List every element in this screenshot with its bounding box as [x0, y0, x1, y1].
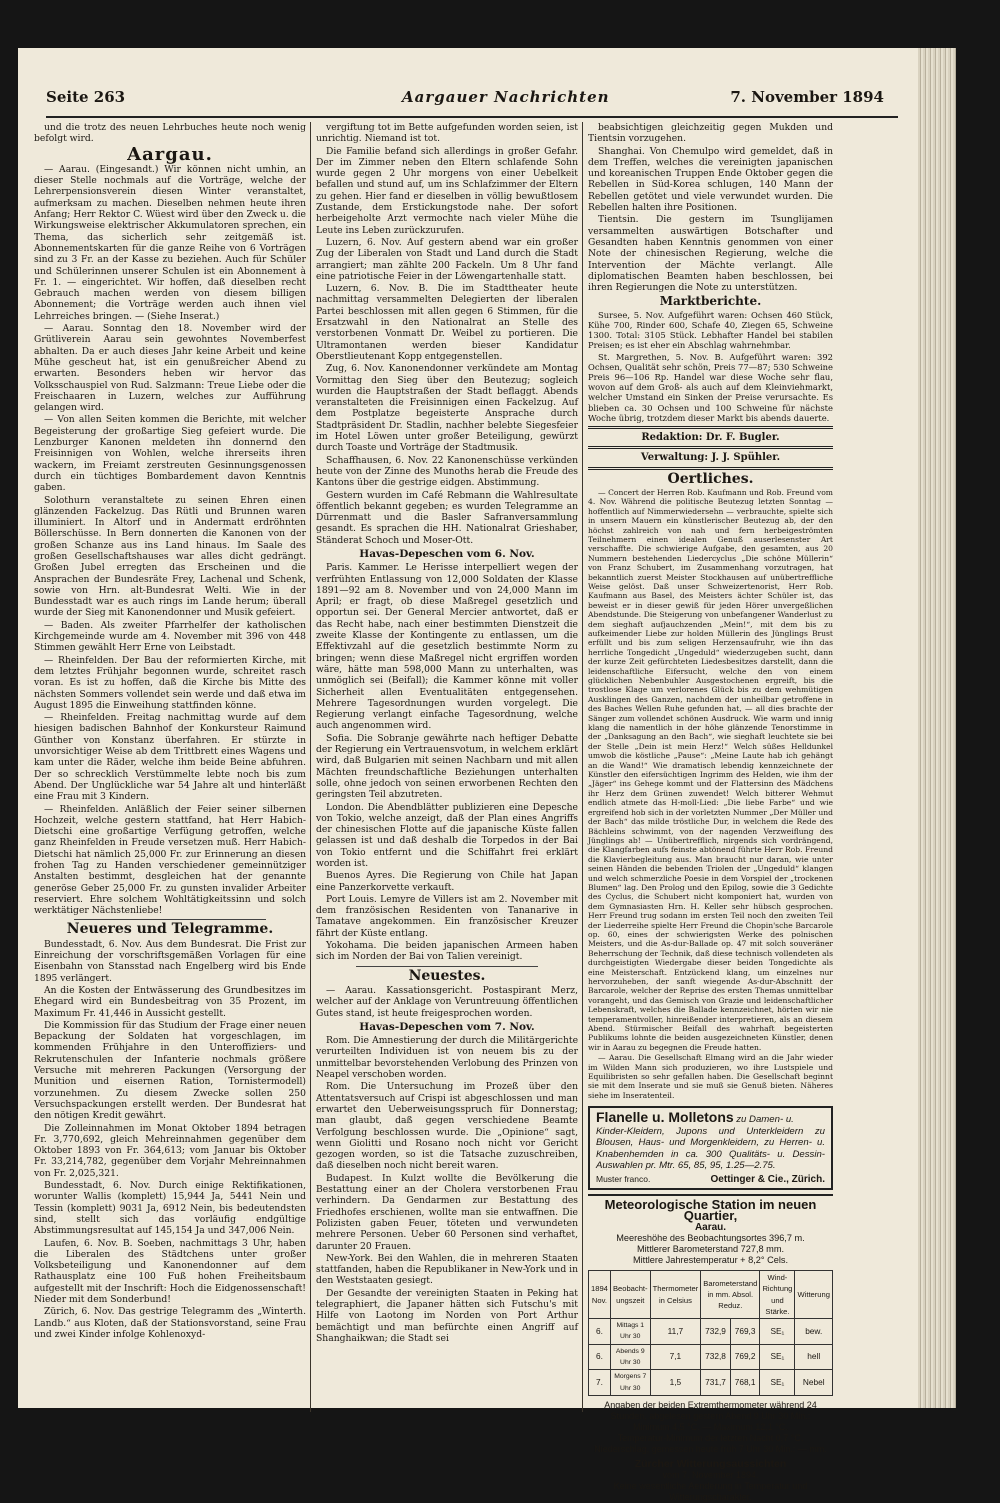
article-text: — Aarau. Sonntag den 18. November wird der Grütliverein Aarau sein gewohntes Novemberfest abhalten. Da er auch dieses Jahr keine Arbeit und keine Mühe gescheut hat, ist ein genußreicher Abend zu erwarten. Besonders heben wir hervor das Volksschauspiel von Rud. Salzmann: Treue Liebe oder die Freischaaren in Luzern, welches zur Aufführung gelangen wird. — [34, 323, 306, 414]
header-rule — [46, 116, 898, 118]
page-number: Seite 263 — [46, 88, 126, 106]
weather-table-header: Witterung — [795, 1270, 833, 1318]
weather-note: Minimum 4,5 °C. — Maximum 12,1 °C. — [633, 1421, 788, 1432]
separator — [588, 426, 833, 429]
article-text: Gestern wurden im Café Rebmann die Wahlresultate öffentlich bekannt gegeben; es wurden Telegramme an Dürrenmatt und die Basler Safranversammlung gesandt. Es sprachen die HH. Nationalrat Grieshaber, Ständerat Schoch und Moser-Ott. — [316, 489, 578, 546]
article-text: Port Louis. Lemyre de Villers ist am 2. November mit dem französischen Residenten von Tananarive in Tamatave angekommen. Ein französischer Kreuzer fährt der Küste entlang. — [316, 893, 578, 939]
forecast-date: vom 7. November 1894. — [662, 1470, 759, 1481]
article-text: Solothurn veranstaltete zu seinen Ehren einen glänzenden Fackelzug. Das Rütli und Brunnen waren illuminiert. In Altorf und in Andermatt erdröhnten Böllerschüsse. In Bern donnerten die Kanonen von der großen Schanze aus ins Land hinaus. Im Saale des großen Gesellschaftshauses war alles dicht gedrängt. Großen Jubel erregten das Erscheinen und die Ansprachen der Bundesräte Frey, Lachenal und Schenk, sowie von Hrn. alt-Bundesrat Welti. Wie in der Bundesstadt war es auch rings im Lande herum; überall wurde der Sieg mit Kanonendonner und Musik gefeiert. — [34, 494, 306, 619]
article-text: Luzern, 6. Nov. Auf gestern abend war ein großer Zug der Liberalen von Stadt und Land durch die Stadt arrangiert; man zählte 200 Fackeln. Um 8 Uhr fand eine patriotische Feier in der Löwengartenhalle statt. — [316, 236, 578, 282]
table-cell: 732,8 — [701, 1344, 731, 1370]
column-rule — [310, 122, 311, 1412]
table-cell: SE₁ — [760, 1319, 795, 1345]
article-text: Tientsin. Die gestern im Tsunglijamen versammelten auswärtigen Botschafter und Gesandten haben Kenntnis genommen von einer Note der chinesischen Regierung, welche die Intervention der Mächte verlangt. Alle diplomatischen Beamten haben beschlossen, bei ihren Regierungen die Note zu unterstützen. — [588, 214, 833, 294]
article-text: Schaffhausen, 6. Nov. 22 Kanonenschüsse verkünden heute von der Zinne des Munoths herab die Freude des Kantons über die gestrige eidgen. Abstimmung. — [316, 454, 578, 489]
article-text: Paris. Kammer. Le Herisse interpelliert wegen der verfrühten Entlassung von 12,000 Soldaten der Klasse 1891—92 am 8. November und von 24,000 Mann im April; er fragt, ob diese Maßregel gesetzlich und opportun sei. Der General Mercier antwortet, daß er das Recht habe, nach einer bestimmten Dienstzeit die zweite Klasse der Kontingente zu entlassen, um die Effektivzahl auf die gesetzlich bestimmte Norm zu bringen; wenn diese Maßregel nicht ergriffen worden wäre, hätte man 598,000 Mann zu unterhalten, was unmöglich sei (Beifall); die Kammer könne mit voller Sicherheit allen Eventualitäten entgegensehen. Mehrere Tagesordnungen wurden vorgelegt. Die Regierung verlangt einfache Tagesordnung, welche auch angenommen wird. — [316, 562, 578, 732]
article-text: New-York. Bei den Wahlen, die in mehreren Staaten stattfanden, haben die Republikaner in New-York und in den Weststaaten gesiegt. — [316, 1252, 578, 1287]
table-cell: 769,2 — [730, 1344, 760, 1370]
section-heading: Neuestes. — [408, 967, 486, 984]
page-stack-edge — [918, 48, 956, 1408]
ad-title-suffix: zu Damen- u. — [736, 1114, 794, 1126]
table-cell: hell — [795, 1344, 833, 1370]
article-text: — Von allen Seiten kommen die Berichte, mit welcher Begeisterung der großartige Sieg gefeiert wurde. Die Lenzburger Kanonen meldeten ihn donnernd den Freisinnigen von Wohlen, welche ihrerseits ihren wackern, im Freiamt zerstreuten Gesinnungsgenossen durch ein tüchtiges Bombardement davon Kenntnis gaben. — [34, 414, 306, 494]
table-cell: 6. — [589, 1344, 611, 1370]
forecast-text: Keine wesentliche Aenderung in Temperatur und Witterungscharakter. — [613, 1481, 808, 1503]
forecast-title: Zürcher Witterungsaussichten — [634, 1457, 787, 1470]
article-text: Rom. Die Untersuchung im Prozeß über den Attentatsversuch auf Crispi ist abgeschlossen und man erwartet den Ueberweisungsspruch für Donnerstag; man glaubt, daß gegen verschiedene Beamte Verfolgung beschlossen wurde. Die „Opinione“ sagt, wenn Giolitti und Rosano noch nicht vor Gericht gezogen worden, so ist die Tatsache zuzuschreiben, daß dieselben noch nicht bereit waren. — [316, 1081, 578, 1172]
weather-note: Angaben der beiden Extremthermometer während 24 Stunden, abgelesen gestern Abend 9 Uhr 30 Min.: — [604, 1399, 817, 1421]
page-header — [32, 88, 914, 114]
article-text: Bundesstadt, 6. Nov. Aus dem Bundesrat. Die Frist zur Einreichung der vorschriftsgemäßen Vorlagen für eine Eisenbahn von Stansstad nach Engelberg wird bis Ende 1895 verlängert. — [34, 938, 306, 984]
article-text: — Aarau. Die Gesellschaft Elmang wird an die Jahr wieder im Wilden Mann sich produzieren, wo ihre Lustspiele und Equilibristen so sehr gefallen haben. Die Gesellschaft beginnt sie mit dem Inserate und sie muß sie Genuß bieten. Näheres siehe im Inseratenteil. — [588, 1053, 833, 1100]
article-text: Die Familie befand sich allerdings in großer Gefahr. Der im Zimmer neben den Eltern schlafende Sohn wurde gegen 2 Uhr morgens von einer Uebelkeit befallen und stund auf, um ins Schlafzimmer der Eltern zu gehen. Hier fand er dieselben in völlig bewußtlosem Zustande, dem Erstickungstode nahe. Der sofort herbeigeholte Arzt vermochte nach vieler Mühe die Leute ins Leben zurückzurufen. — [316, 145, 578, 236]
table-cell: 731,7 — [701, 1370, 731, 1396]
weather-city: Aarau. — [694, 1221, 727, 1233]
article-text: beabsichtigen gleichzeitig gegen Mukden und Tientsin vorzugehen. — [588, 122, 833, 145]
table-cell: 769,3 — [730, 1319, 760, 1345]
ad-footer — [596, 1174, 825, 1185]
article-text: vergiftung tot im Bette aufgefunden worden seien, ist unrichtig. Niemand ist tot. — [316, 122, 578, 145]
article-text: Luzern, 6. Nov. B. Die im Stadttheater heute nachmittag versammelten Delegierten der liberalen Partei beschlossen mit allen gegen 6 Stimmen, für die Ersatzwahl in den Nationalrat an Stelle des verstorbenen Vonmatt Dr. Weibel zu portieren. Die Ultramontanen werden bieser Kandidatur Oberstlieutenant Kopp entgegenstellen. — [316, 283, 578, 362]
table-cell: 7,1 — [650, 1344, 701, 1370]
article-text: — Aarau. Kassationsgericht. Postaspirant Merz, welcher auf der Anklage von Veruntreuung öffentlichen Gutes stand, ist heute freigesprochen worden. — [316, 984, 578, 1019]
table-cell: 11,7 — [650, 1319, 701, 1345]
article-text: Die Kommission für das Studium der Frage einer neuen Bepackung der Soldaten hat vorgeschlagen, im kommenden Frühjahre in den Unteroffiziers- und Rekrutenschulen der Infanterie nochmals größere Versuche mit mehreren Packungen (Versorgung der Munition und eisernen Ration, Tornistermodell) vorzunehmen. Zu diesem Zwecke sollen 250 Versuchspackungen erstellt werden. Der Bundesrat hat den nötigen Kredit gewährt. — [34, 1019, 306, 1122]
table-row — [589, 1344, 833, 1370]
weather-table-header: 1894 Nov. — [589, 1270, 611, 1318]
article-text: und die trotz des neuen Lehrbuches heute noch wenig befolgt wird. — [34, 122, 306, 145]
article-text: Zürich, 6. Nov. Das gestrige Telegramm des „Winterth. Landb.“ aus Kloten, daß der Stationsvorstand, seine Frau und zwei Kinder infolge Kohlenoxyd- — [34, 1306, 306, 1340]
table-cell: Abends 9 Uhr 30 — [610, 1344, 650, 1370]
article-text: Rom. Die Amnestierung der durch die Militärgerichte verurteilten Individuen ist von neuem bis zu der unmittelbar bevorstehenden Verlobung des Prinzen von Neapel verschoben worden. — [316, 1035, 578, 1081]
ad-title: Flanelle u. Molletons — [596, 1109, 734, 1126]
weather-table-header: Beobacht-ungszeit — [610, 1270, 650, 1318]
column-rule — [582, 122, 583, 1412]
article-text: Shanghai. Von Chemulpo wird gemeldet, daß in dem Treffen, welches die vereinigten japanischen und koreanischen Truppen Ende Oktober gegen die Rebellen in Süd-Korea schlugen, 140 Mann der Rebellen getötet und viele verwundet wurden. Die Rebellen halten ihre Positionen. — [588, 145, 833, 214]
article-text: — Rheinfelden. Freitag nachmittag wurde auf dem hiesigen badischen Bahnhof der Konkursteur Raimund Günther von Konstanz überfahren. Er stürzte in unvorsichtiger Weise ab dem Trittbrett eines Wagens und kam unter die Räder, welche ihm beide Beine abfuhren. Der so schrecklich Verstümmelte lebte noch bis zum Abend. Der Unglückliche war 54 Jahre alt und hinterläßt eine Frau mit 3 Kindern. — [34, 712, 306, 803]
article-text: — Baden. Als zweiter Pfarrhelfer der katholischen Kirchgemeinde wurde am 4. November mit 396 von 448 Stimmen gewählt Herr Erne von Leibstadt. — [34, 619, 306, 654]
table-cell: 768,1 — [730, 1370, 760, 1396]
section-heading: Neueres und Telegramme. — [66, 921, 274, 938]
article-text: Zug, 6. Nov. Kanonendonner verkündete am Montag Vormittag den Sieg über den Beutezug; sogleich wurden die Hauptstraßen der Stadt beflaggt. Abends veranstalteten die Freisinnigen einen Fackelzug. Auf dem Postplatze begeisterte Ansprache durch Stadtpräsident Dr. Stadlin, nachher belebte Siegesfeier im Hotel Löwen unter großer Beteiligung, gewürzt durch Toaste und Vorträge der Stadtmusik. — [316, 363, 578, 454]
table-cell: SE₁ — [760, 1370, 795, 1396]
article-text: Buenos Ayres. Die Regierung von Chile hat Japan eine Panzerkorvette verkauft. — [316, 870, 578, 893]
editor-credit: Redaktion: Dr. F. Bugler. — [641, 431, 780, 443]
article-text: — Concert der Herren Rob. Kaufmann und Rob. Freund vom 4. Nov. Während die politische Beutezug letzten Sonntag — hoffentlich auf Nimmerwiedersehn — verbrauchte, spielte sich in unsern Mauern ein künstlerischer Beutezug ab, der den höchst zahlreich von nah und fern herbeigeströmten Teilnehmern einen idealen Genuß auserlesenster Art verschaffte. Die schwierige Aufgabe, den gesamten, aus 20 Nummern bestehenden Liedercyclus „Die schöne Müllerin“ von Franz Schubert, im Zusammenhang vorzutragen, hat bekanntlich zuerst Meister Stockhausen auf unübertreffliche Weise gelöst. Daß unser Schweizertenorist, Herr Rob. Kaufmann aus Basel, des Meisters ächter Schüler ist, das beweist er in dieser gewiß für jeden Hörer unvergeßlichen Abendstunde. Die Steigerung von unbefangener Wanderlust zu dem sieghaft aufjauchzenden „Mein!“, mit dem bis zu aufkeimender Liebe zur holden Müllerin des Jünglings Brust erfüllt und bis zum seligen Herzensaufruhr, wie ihn das herrliche Tongedicht „Ungeduld“ wiederzugeben sucht, dann der kurze Zeit gefürchteten Liedesbesitzes darstellt, dann die leidenschaftliche Eifersucht, welche den von einem glücklichen Nebenbuhler Ausgestochenen ergreift, bis die trostlose Klage um verlorenes Glück bis zu dem wehmütigen Ausklingen des Ganzen, nachdem der unheilbar getroffene in des Baches Wellen Ruhe gefunden hat, — all dies brachte der Sänger zum vollendet schönen Ausdruck. Wie warm und innig klang die namentlich in der höhe glänzende Tenorstimme in der „Danksagung an den Bach“, wie sieghaft leuchtete sie bei der Stelle „Dein ist mein Herz!“ Welch süßes Helldunkel umwob die köstliche „Pause“: „Meine Laute hab ich gehängt an die Wand!“ Wie dramatisch lebendig kennzeichnete der Künstler den eifersüchtigen Ingrimm des Helden, wie ihm der „Jäger“ ins Gehege kommt und der Flattersinn des Mädchens ihr Herz dem Grünen zuwendet! Welch bitterer Wehmut endlich atmete das H-moll-Lied: „Die liebe Farbe“ und wie ergreifend hob sich in der vorletzten Nummer „Der Müller und der Bach“ das milde tröstliche Dur, in welchem die Rede des Bächleins schwimmt, von der nagenden Verzweiflung des Jünglings ab! — Unübertrefflich, nirgends sich vordrängend, die Klangfarben aufs feinste abtönend führte Herr Rob. Freund die Klavierbegleitung aus. Man braucht nur daran, wie unter seinen Händen die bebenden Triolen der „Ungeduld“ klangen und welch schmerzliche Poesie in dem Vorspiel der „trockenen Blumen“ lag. Den Prolog und den Epilog, sowie die 3 Gedichte des Cyclus, die Schubert nicht komponiert hat, wurden von dem Gymnasiasten Hrn. H. Keller sehr hübsch gesprochen. Herr Freund trug sodann im ersten Teil noch den zweiten Teil der Liederreihe spielte Herr Freund die Chopin'sche Barcarole op. 60, eines der schwierigsten Werke des polnischen Meisters, und die As-dur-Ballade op. 47 mit solch souveräner Beherrschung der Technik, daß diese technisch vollendeten als durchgeistigten Wiedergabe dieser beiden Tongedichte als eine Meisterschaft. Entzückend klang, um einzelnes nur hervorzuheben, der sanft wiegende As-dur-Abschnitt der Barcarole, welcher der Reprise des ersten Themas unmittelbar vorangeht, und das Gemisch von Grazie und leidenschaftlicher Lebenskraft, welches die Ballade kennzeichnet, hörten wir nie temperamentvoller, hinreißender interpretieren, als an diesem Abend. Stürmischer Beifall des wahrhaft begeisterten Publikums lohnte die beiden ausgezeichneten Künstler, denen wir in Aarau zu begegnen die Freude hatten. — [588, 487, 833, 1052]
article-text: — Aarau. (Eingesandt.) Wir können nicht umhin, an dieser Stelle nochmals auf die Vorträge, welche der Lehrerpensionsverein diesen Winter veranstaltet, aufmerksam zu machen. Dieselben nehmen heute ihren Anfang; Herr Rektor C. Wüest wird über den Zweck u. die Wirkungsweise elektrischer Akkumulatoren sprechen, ein Thema, das sicherlich sehr zeitgemäß ist. Abonnementskarten für die ganze Reihe von 6 Vorträgen sind zu 3 Fr. an der Kasse zu beziehen. Auch für Schüler und Schülerinnen unserer Schulen ist ein Abonnement à Fr. 1. — eingerichtet. Wir hoffen, daß dieselben recht Gebrauch machen werden von diesem billigen Abonnement; die Vorträge werden auch ihnen viel Lehrreiches bringen. — (Siehe Inserat.) — [34, 163, 306, 322]
table-row — [589, 1319, 833, 1345]
ad-body: Kinder-Kleidern, Jupons und Unterkleidern zu Blousen, Haus- und Morgenkleidern, zu Herren- u. Knabenhemden in ca. 300 Qualitäts- u. Dessin-Auswahlen pr. Mtr. 65, 85, 95, 1.25—2.75. — [596, 1125, 825, 1172]
table-cell: 1,5 — [650, 1370, 701, 1396]
issue-date: 7. November 1894 — [730, 88, 884, 106]
table-cell: 732,9 — [701, 1319, 731, 1345]
article-text: — Rheinfelden. Anläßlich der Feier seiner silbernen Hochzeit, welche gestern stattfand, hat Herr Habich-Dietschi eine großartige Verfügung getroffen, welche ganz Rheinfelden in Freude versetzen muß. Herr Habich-Dietschi hat nämlich 25,000 Fr. zur Erinnerung an diesen frohen Tag zu Handen verschiedener gemeinnütziger Anstalten bestimmt, desgleichen hat der genannte generöse Geber 25,000 Fr. zu gunsten invalider Arbeiter reserviert. Ehre solchem Wohltätigkeitssinn und solch werktätiger Nächstenliebe! — [34, 803, 306, 917]
table-cell: SE₁ — [760, 1344, 795, 1370]
section-heading: Havas-Depeschen vom 6. Nov. — [359, 547, 535, 560]
article-text: Bundesstadt, 6. Nov. Durch einige Rektifikationen, worunter Wallis (komplett) 15,944 Ja, 5441 Nein und Tessin (komplett) 9031 Ja, 6912 Nein, bis bedeutendsten sind, stellt sich das vorläufig endgültige Abstimmungsresultat auf 145,154 Ja und 347,006 Nein. — [34, 1180, 306, 1237]
separator — [588, 446, 833, 449]
article-text: Budapest. In Kulzt wollte die Bevölkerung die Bestattung einer an der Cholera verstorbenen Frau verhindern. Da Gendarmen zur Bestattung des Friedhofes erschienen, wollte man sie entwaffnen. Die Polizisten gaben Feuer, töteten und verwundeten mehrere Personen. Ueber 60 Personen sind verhaftet, darunter 20 Frauen. — [316, 1172, 578, 1252]
market-report: Sursee, 5. Nov. Aufgeführt waren: Ochsen 460 Stück, Kühe 700, Rinder 600, Schafe 40, Ziegen 65, Schweine 1300. Total: 3105 Stück. Lebhafter Handel bei stabilen Preisen; es ist eher ein Abschlag wahrnehmbar. — [588, 309, 833, 351]
flannel-advertisement — [588, 1106, 833, 1190]
weather-line: Mittlere Jahrestemperatur + 8,2° Cels. — [632, 1254, 789, 1265]
section-heading: Marktberichte. — [659, 294, 762, 309]
column-1 — [34, 122, 306, 1412]
table-cell: Morgens 7 Uhr 30 — [610, 1370, 650, 1396]
article-text: An die Kosten der Entwässerung des Grundbesitzes im Ehegard wird ein Bundesbeitrag von 35 Prozent, im Maximum Fr. 41,446 in Aussicht gestellt. — [34, 984, 306, 1019]
market-report: St. Margrethen, 5. Nov. B. Aufgeführt waren: 392 Ochsen, Qualität sehr schön, Preis 77—87; 530 Schweine Preis 96—106 Rp. Handel war diese Woche sehr flau, wovon auf dem Groß- als auch auf dem Kleinviehmarkt, welcher Umstand ein Sinken der Preise verursachte. Es blieben ca. 30 Ochsen und 100 Schweine für nächste Woche übrig, trotzdem dieser Markt bis abends dauerte. — [588, 351, 833, 423]
weather-table-header: Wind-Richtung und Stärke. — [760, 1270, 795, 1318]
separator — [74, 919, 266, 920]
weather-line: Mittlerer Barometerstand 727,8 mm. — [636, 1243, 785, 1254]
section-heading: Havas-Depeschen vom 7. Nov. — [359, 1020, 535, 1033]
table-cell: Nebel — [795, 1370, 833, 1396]
weather-note: Temperatur-Minimum der letzten Nacht 0,7 °C. — [617, 1432, 804, 1443]
article-text: Yokohama. Die beiden japanischen Armeen haben sich im Norden der Bai von Talien vereinigt. — [316, 940, 578, 963]
publisher-credit: Verwaltung: J. J. Spühler. — [640, 452, 781, 464]
newspaper-title: Aargauer Nachrichten — [402, 88, 610, 106]
table-row — [589, 1370, 833, 1396]
article-text: London. Die Abendblätter publizieren eine Depesche von Tokio, welche anzeigt, daß der Plan eines Angriffs der chinesischen Flotte auf die japanische Küste fallen gelassen ist und daß deshalb die Torpedos in der Bai von Tokio entfernt und die Schiffahrt frei erklärt worden ist. — [316, 801, 578, 869]
weather-note: Niederschlag, gemessen heute früh 7 Uhr 30 Min.: — mm. — [594, 1443, 827, 1454]
weather-line: Meereshöhe des Beobachtungsortes 396,7 m. — [616, 1232, 805, 1243]
article-text: Die Zolleinnahmen im Monat Oktober 1894 betragen Fr. 3,770,692, gleich Mehreinnahmen gegenüber dem Oktober 1893 von Fr. 364,613; vom Januar bis Oktober Fr. 33,214,782, gegenüber dem Vorjahr Mehreinnahmen von Fr. 2,025,321. — [34, 1122, 306, 1179]
article-text: Laufen, 6. Nov. B. Soeben, nachmittags 3 Uhr, haben die Liberalen des Städtchens unter großer Volksbeteiligung und Kanonendonner auf dem Rathausplatz eine 100 Fuß hohen Freiheitsbaum aufgestellt mit der Inschrift: Hoch die Eidgenossenschaft! Nieder mit dem Sonderbund! — [34, 1237, 306, 1305]
ad-company: Oettinger & Cie., Zürich. — [710, 1173, 825, 1185]
table-cell: Mittags 1 Uhr 30 — [610, 1319, 650, 1345]
table-cell: bew. — [795, 1319, 833, 1345]
separator — [356, 966, 538, 967]
section-heading: Oertliches. — [667, 470, 754, 487]
weather-station-report — [588, 1194, 833, 1503]
separator — [588, 467, 833, 470]
table-cell: 6. — [589, 1319, 611, 1345]
article-text: Sofia. Die Sobranje gewährte nach heftiger Debatte der Regierung ein Vertrauensvotum, in welchem erklärt wird, daß Bulgarien mit seinen Nachbarn und mit allen Mächten freundschaftliche Beziehungen unterhalten solle, ohne jedoch von seinen erworbenen Rechten den geringsten Teil abzutreten. — [316, 732, 578, 801]
weather-table-header: Thermometer in Celsius — [650, 1270, 701, 1318]
article-text: — Rheinfelden. Der Bau der reformierten Kirche, mit dem letztes Frühjahr begonnen wurde, schreitet rasch voran. Es ist zu hoffen, daß die Kirche bis Mitte des nächsten Sommers vollendet sein werde und daß etwa im August 1895 die Einweihung stattfinden könne. — [34, 654, 306, 711]
table-cell: 7. — [589, 1370, 611, 1396]
weather-table-header: Barometerstand in mm. Absol. Reduz. — [701, 1270, 760, 1318]
section-heading: Aargau. — [127, 143, 213, 165]
weather-title: Meteorologische Station im neuen Quartier, — [604, 1197, 817, 1224]
column-2 — [316, 122, 578, 1412]
article-text: Der Gesandte der vereinigten Staaten in Peking hat telegraphiert, die Japaner hätten sich Futschu's mit Hilfe von Laotong im Norden von Port Arthur bemächtigt und man befürchte einen Angriff auf Shanghaikwan; die Stadt sei — [316, 1287, 578, 1344]
ad-muster: Muster franco. — [596, 1173, 651, 1184]
column-3 — [588, 122, 833, 1503]
weather-table — [588, 1270, 833, 1396]
